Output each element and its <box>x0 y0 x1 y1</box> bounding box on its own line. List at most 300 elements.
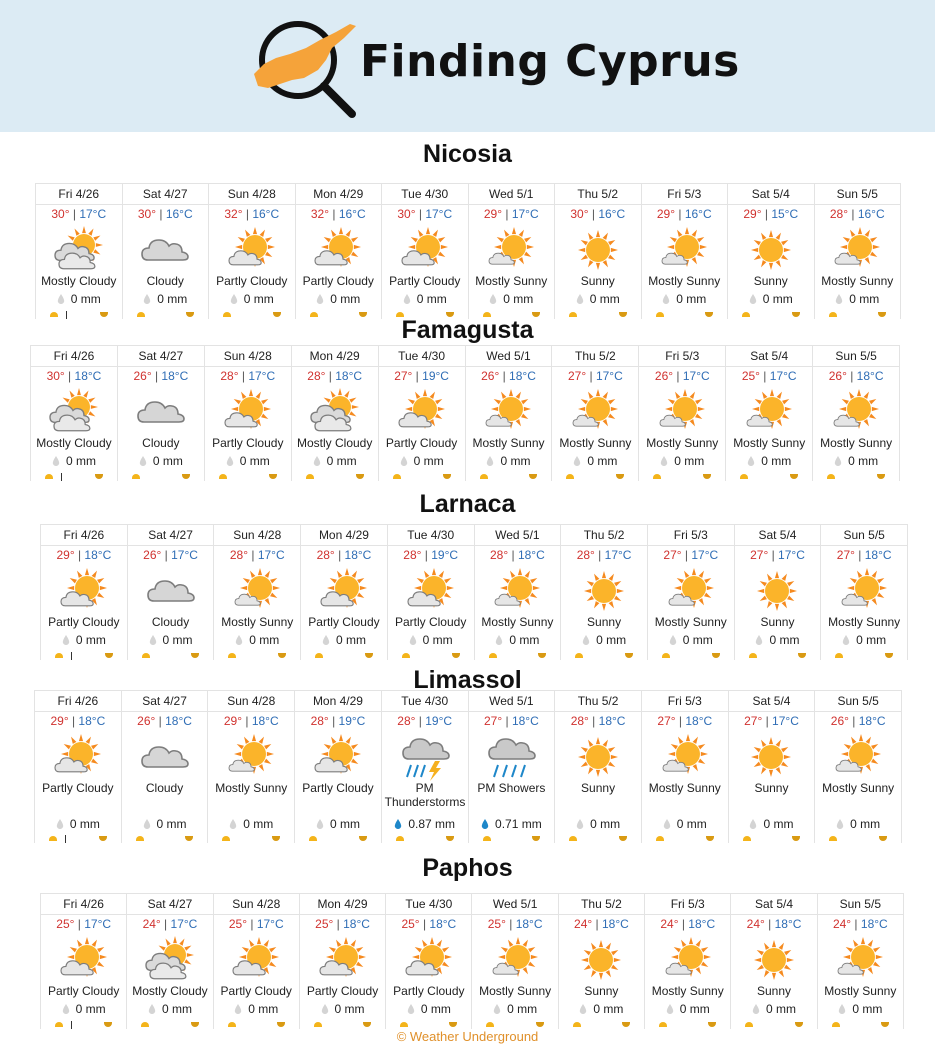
sunrise-sunset-marker <box>379 473 465 479</box>
precip-amount: 0 mm <box>589 292 620 306</box>
sunset-icon <box>625 653 633 658</box>
precip-amount: 0 mm <box>676 817 707 831</box>
mostly-sunny-icon <box>659 733 711 781</box>
forecast-day-tue-4-30[interactable] <box>379 346 466 481</box>
sunrise-icon <box>49 836 57 841</box>
precip-amount: 0 mm <box>674 454 705 468</box>
sunny-icon <box>572 733 624 781</box>
low-temp: 18°C <box>685 714 713 728</box>
low-temp: 16°C <box>165 207 193 221</box>
sunrise-sunset-marker <box>735 652 821 658</box>
temp-separator: | <box>74 548 85 562</box>
dry-drop-icon <box>669 635 677 645</box>
current-time-marker <box>65 835 66 843</box>
temperature-range <box>41 546 127 564</box>
condition-label: Mostly Sunny <box>221 615 294 629</box>
forecast-day-mon-4-29[interactable] <box>300 894 386 1029</box>
sunrise-icon <box>228 1022 236 1027</box>
forecast-day-fri-5-3[interactable] <box>639 346 726 481</box>
high-temp: 28° <box>403 548 422 562</box>
precip-amount: 0 mm <box>590 817 621 831</box>
day-label: Tue 4/30 <box>388 525 474 546</box>
temperature-range <box>205 367 291 385</box>
sunrise-icon <box>45 474 53 479</box>
sunrise-sunset-marker <box>731 1021 816 1027</box>
day-label: Thu 5/2 <box>552 346 638 367</box>
sunny-icon <box>751 567 803 615</box>
forecast-day-wed-5-1[interactable] <box>472 894 558 1029</box>
day-label: Mon 4/29 <box>295 691 381 712</box>
temp-separator: | <box>508 548 518 562</box>
temperature-range <box>379 367 465 385</box>
forecast-day-sun-5-5[interactable] <box>813 346 900 481</box>
forecast-day-tue-4-30[interactable] <box>388 525 475 660</box>
forecast-day-fri-4-26[interactable] <box>40 525 128 660</box>
day-label: Thu 5/2 <box>561 525 647 546</box>
forecast-day-fri-5-3[interactable] <box>645 894 731 1029</box>
low-temp: 17°C <box>691 548 719 562</box>
condition-label: Partly Cloudy <box>394 615 467 629</box>
forecast-grid-limassol <box>34 690 902 843</box>
forecast-day-thu-5-2[interactable] <box>555 691 642 843</box>
day-label: Fri 5/3 <box>648 525 734 546</box>
high-temp: 26° <box>481 369 500 383</box>
forecast-grid-famagusta <box>30 345 900 481</box>
day-label: Sun 5/5 <box>813 346 899 367</box>
temperature-range <box>729 712 815 730</box>
low-temp: 18°C <box>517 548 545 562</box>
condition-label: Mostly Sunny <box>479 984 552 998</box>
high-temp: 27° <box>663 548 682 562</box>
day-label: Thu 5/2 <box>559 894 644 915</box>
forecast-day-fri-4-26[interactable] <box>34 691 122 843</box>
forecast-day-sun-4-28[interactable] <box>214 894 300 1029</box>
day-label: Sat 4/27 <box>123 184 209 205</box>
high-temp: 27° <box>394 369 413 383</box>
dry-drop-icon <box>576 819 584 829</box>
sunrise-sunset-marker <box>214 1021 299 1027</box>
dry-drop-icon <box>749 819 757 829</box>
low-temp: 17°C <box>257 548 285 562</box>
temp-separator: | <box>848 207 858 221</box>
precipitation <box>818 1002 903 1016</box>
mostly-sunny-icon <box>231 567 283 615</box>
thunderstorm-icon <box>399 733 451 781</box>
dry-drop-icon <box>579 1004 587 1014</box>
dry-drop-icon <box>752 1004 760 1014</box>
high-temp: 25° <box>228 917 248 931</box>
sunset-icon <box>706 836 714 841</box>
low-temp: 18°C <box>509 369 536 383</box>
sunrise-sunset-marker <box>639 473 725 479</box>
high-temp: 24° <box>142 917 161 931</box>
forecast-day-fri-4-26[interactable] <box>35 184 123 319</box>
precip-amount: 0 mm <box>849 292 880 306</box>
forecast-day-sun-5-5[interactable] <box>818 894 904 1029</box>
low-temp: 18°C <box>343 917 370 931</box>
precipitation <box>475 633 561 647</box>
day-label: Fri 5/3 <box>639 346 725 367</box>
temp-separator: | <box>334 548 345 562</box>
precip-amount: 0 mm <box>500 454 531 468</box>
high-temp: 28° <box>397 714 416 728</box>
precip-amount: 0 mm <box>161 1002 192 1016</box>
precip-amount: 0 mm <box>769 633 800 647</box>
dry-drop-icon <box>842 635 850 645</box>
sunrise-sunset-marker <box>388 652 474 658</box>
city-title-limassol: Limassol <box>413 666 522 694</box>
temp-separator: | <box>759 369 770 383</box>
high-temp: 27° <box>483 714 503 728</box>
condition-label: Partly Cloudy <box>389 274 461 288</box>
temp-separator: | <box>238 369 249 383</box>
forecast-day-fri-4-26[interactable] <box>40 894 127 1029</box>
forecast-day-mon-4-29[interactable] <box>295 691 382 843</box>
sunrise-sunset-marker <box>472 1021 557 1027</box>
forecast-day-sat-4-27[interactable] <box>127 894 213 1029</box>
forecast-day-wed-5-1[interactable] <box>469 184 556 319</box>
temperature-range <box>815 205 901 223</box>
forecast-day-thu-5-2[interactable] <box>552 346 639 481</box>
high-temp: 32° <box>224 207 243 221</box>
day-label: Sat 5/4 <box>731 894 816 915</box>
day-label: Tue 4/30 <box>382 691 468 712</box>
forecast-day-mon-4-29[interactable] <box>301 525 388 660</box>
forecast-grid-paphos <box>40 893 904 1029</box>
precip-amount: 0 mm <box>243 292 274 306</box>
temperature-range <box>561 546 647 564</box>
sunny-icon <box>575 936 627 984</box>
forecast-day-tue-4-30[interactable] <box>382 184 469 319</box>
condition-label: Partly Cloudy <box>302 274 374 288</box>
precipitation <box>642 292 728 306</box>
temp-separator: | <box>673 369 683 383</box>
precipitation <box>466 454 552 468</box>
day-label: Fri 4/26 <box>41 894 126 915</box>
temp-separator: | <box>681 548 692 562</box>
temperature-range <box>214 915 299 933</box>
high-temp: 26° <box>828 369 847 383</box>
precipitation <box>639 454 725 468</box>
high-temp: 26° <box>143 548 162 562</box>
precipitation <box>209 292 295 306</box>
partly-cloudy-icon <box>396 388 448 436</box>
forecast-day-tue-4-30[interactable] <box>382 691 469 843</box>
condition-label: Cloudy <box>145 781 184 795</box>
sunrise-icon <box>573 1022 581 1027</box>
high-temp: 25° <box>401 917 420 931</box>
condition-label: Partly Cloudy <box>216 274 288 288</box>
forecast-day-sat-5-4[interactable] <box>728 184 815 319</box>
high-temp: 28° <box>316 548 335 562</box>
precipitation <box>292 454 378 468</box>
day-label: Wed 5/1 <box>469 184 555 205</box>
day-label: Sat 5/4 <box>728 184 814 205</box>
precipitation <box>205 454 291 468</box>
day-label: Fri 5/3 <box>642 184 728 205</box>
temperature-range <box>475 546 561 564</box>
low-temp: 17°C <box>170 917 198 931</box>
low-temp: 18°C <box>515 917 543 931</box>
temperature-range <box>35 712 121 730</box>
forecast-day-thu-5-2[interactable] <box>561 525 648 660</box>
temp-separator: | <box>846 369 857 383</box>
precipitation <box>469 817 555 831</box>
day-label: Wed 5/1 <box>466 346 552 367</box>
sunrise-sunset-marker <box>295 835 381 841</box>
forecast-day-fri-4-26[interactable] <box>30 346 118 481</box>
sunset-icon <box>881 1022 889 1027</box>
day-label: Sun 4/28 <box>209 184 295 205</box>
precip-amount: 0 mm <box>856 633 887 647</box>
sunrise-sunset-marker <box>386 1021 471 1027</box>
forecast-day-sat-5-4[interactable] <box>735 525 822 660</box>
precip-amount: 0 mm <box>152 454 183 468</box>
sunset-icon <box>619 836 627 841</box>
condition-label: Partly Cloudy <box>308 615 380 629</box>
partly-cloudy-icon <box>403 936 455 984</box>
condition-label: Partly Cloudy <box>47 984 120 998</box>
sunrise-icon <box>55 1022 63 1027</box>
temp-separator: | <box>761 207 772 221</box>
temperature-range <box>388 546 474 564</box>
forecast-day-sun-5-5[interactable] <box>821 525 908 660</box>
temp-separator: | <box>74 917 85 931</box>
forecast-day-fri-5-3[interactable] <box>648 525 735 660</box>
precipitation <box>472 1002 557 1016</box>
sunset-icon <box>182 474 190 479</box>
day-label: Fri 4/26 <box>41 525 127 546</box>
temperature-range <box>382 205 468 223</box>
sunrise-sunset-marker <box>642 835 728 841</box>
dry-drop-icon <box>143 294 151 304</box>
day-label: Tue 4/30 <box>379 346 465 367</box>
temperature-range <box>128 546 214 564</box>
low-temp: 17°C <box>425 207 453 221</box>
precip-amount: 0 mm <box>676 292 707 306</box>
forecast-day-tue-4-30[interactable] <box>386 894 472 1029</box>
precip-amount: 0 mm <box>239 454 270 468</box>
temperature-range <box>208 712 294 730</box>
precipitation <box>735 633 821 647</box>
precip-amount: 0 mm <box>75 1002 106 1016</box>
day-label: Sun 4/28 <box>214 894 299 915</box>
dry-drop-icon <box>493 1004 501 1014</box>
sunset-icon <box>538 653 546 658</box>
temp-separator: | <box>502 714 512 728</box>
low-temp: 16°C <box>684 207 712 221</box>
day-label: Sun 5/5 <box>818 894 903 915</box>
condition-label: Mostly Cloudy <box>132 984 208 998</box>
sunrise-sunset-marker <box>475 652 561 658</box>
dry-drop-icon <box>234 1004 242 1014</box>
sunset-icon <box>272 836 280 841</box>
forecast-day-sat-4-27[interactable] <box>122 691 209 843</box>
high-temp: 26° <box>137 714 156 728</box>
forecast-day-thu-5-2[interactable] <box>559 894 645 1029</box>
forecast-day-thu-5-2[interactable] <box>555 184 642 319</box>
forecast-day-sun-4-28[interactable] <box>209 184 296 319</box>
high-temp: 28° <box>307 369 326 383</box>
dry-drop-icon <box>409 635 417 645</box>
precip-amount: 0 mm <box>593 1002 624 1016</box>
day-label: Fri 4/26 <box>35 691 121 712</box>
forecast-day-sat-5-4[interactable] <box>729 691 816 843</box>
low-temp: 19°C <box>338 714 366 728</box>
sunset-icon <box>792 836 800 841</box>
low-temp: 18°C <box>856 369 884 383</box>
sunrise-icon <box>222 836 230 841</box>
sunrise-icon <box>489 653 497 658</box>
precipitation <box>728 292 814 306</box>
sunrise-sunset-marker <box>128 652 214 658</box>
day-label: Tue 4/30 <box>386 894 471 915</box>
sunset-icon <box>879 836 887 841</box>
temperature-range <box>818 915 903 933</box>
condition-label: Mostly Sunny <box>821 274 894 288</box>
sunrise-sunset-marker <box>469 835 555 841</box>
cloudy-icon <box>135 388 187 436</box>
precipitation <box>469 292 555 306</box>
low-temp: 18°C <box>860 917 888 931</box>
sunny-icon <box>745 733 797 781</box>
sunset-icon <box>359 836 367 841</box>
temperature-range <box>301 546 387 564</box>
low-temp: 18°C <box>344 548 372 562</box>
forecast-day-wed-5-1[interactable] <box>475 525 562 660</box>
precip-amount: 0 mm <box>65 454 96 468</box>
forecast-day-sun-4-28[interactable] <box>214 525 301 660</box>
forecast-day-fri-5-3[interactable] <box>642 184 729 319</box>
precip-amount: 0 mm <box>156 817 187 831</box>
day-label: Mon 4/29 <box>301 525 387 546</box>
dry-drop-icon <box>662 294 670 304</box>
low-temp: 19°C <box>422 369 449 383</box>
forecast-day-mon-4-29[interactable] <box>292 346 379 481</box>
precipitation <box>214 1002 299 1016</box>
sunny-icon <box>578 567 630 615</box>
forecast-day-sun-4-28[interactable] <box>208 691 295 843</box>
forecast-day-sat-5-4[interactable] <box>726 346 813 481</box>
cloudy-icon <box>139 226 191 274</box>
sunrise-sunset-marker <box>648 652 734 658</box>
temp-separator: | <box>675 714 686 728</box>
temperature-range <box>735 546 821 564</box>
sunrise-icon <box>569 836 577 841</box>
low-temp: 18°C <box>165 714 192 728</box>
forecast-day-sun-5-5[interactable] <box>815 691 902 843</box>
sunrise-icon <box>396 836 404 841</box>
sunrise-icon <box>832 1022 840 1027</box>
dry-drop-icon <box>230 294 238 304</box>
dry-drop-icon <box>838 1004 846 1014</box>
low-temp: 18°C <box>774 917 802 931</box>
low-temp: 18°C <box>78 714 106 728</box>
sunrise-sunset-marker <box>382 835 468 841</box>
precip-amount: 0 mm <box>416 292 447 306</box>
forecast-day-sat-4-27[interactable] <box>123 184 210 319</box>
precipitation <box>821 633 907 647</box>
condition-label: PM Showers <box>477 781 546 795</box>
sunrise-icon <box>662 653 670 658</box>
cyprus-magnifier-logo-icon <box>250 14 360 120</box>
temperature-range <box>122 712 208 730</box>
precipitation <box>726 454 812 468</box>
sunset-icon <box>885 653 893 658</box>
temp-separator: | <box>155 714 166 728</box>
high-temp: 28° <box>220 369 239 383</box>
sunrise-icon <box>653 474 661 479</box>
precip-amount: 0 mm <box>249 633 280 647</box>
forecast-day-sat-4-27[interactable] <box>118 346 205 481</box>
dry-drop-icon <box>495 635 503 645</box>
low-temp: 16°C <box>338 207 366 221</box>
forecast-day-sat-5-4[interactable] <box>731 894 817 1029</box>
condition-label: Partly Cloudy <box>48 615 120 629</box>
temperature-range <box>382 712 468 730</box>
precipitation <box>388 633 474 647</box>
sunset-icon <box>798 653 806 658</box>
precipitation <box>642 817 728 831</box>
dry-drop-icon <box>148 1004 156 1014</box>
partly-cloudy-icon <box>222 388 274 436</box>
temp-separator: | <box>854 548 865 562</box>
precipitation <box>386 1002 471 1016</box>
low-temp: 17°C <box>682 369 710 383</box>
forecast-day-wed-5-1[interactable] <box>466 346 553 481</box>
day-label: Sat 5/4 <box>729 691 815 712</box>
temperature-range <box>815 712 901 730</box>
temp-separator: | <box>592 917 602 931</box>
mostly-sunny-icon <box>489 936 541 984</box>
temperature-range <box>31 367 117 385</box>
temperature-range <box>821 546 907 564</box>
precip-amount: 0 mm <box>330 292 361 306</box>
day-label: Fri 4/26 <box>31 346 117 367</box>
high-temp: 28° <box>229 548 249 562</box>
condition-label: Mostly Sunny <box>824 984 897 998</box>
low-temp: 15°C <box>771 207 799 221</box>
sunrise-sunset-marker <box>645 1021 730 1027</box>
low-temp: 18°C <box>511 714 539 728</box>
temp-separator: | <box>419 917 430 931</box>
sunrise-icon <box>228 653 236 658</box>
forecast-day-mon-4-29[interactable] <box>296 184 383 319</box>
precip-amount: 0 mm <box>157 292 188 306</box>
temperature-range <box>386 915 471 933</box>
mostly-sunny-icon <box>830 388 882 436</box>
forecast-day-sun-5-5[interactable] <box>815 184 902 319</box>
high-temp: 28° <box>310 714 329 728</box>
high-temp: 27° <box>744 714 763 728</box>
temp-separator: | <box>68 714 79 728</box>
high-temp: 30° <box>46 369 65 383</box>
condition-label: Mostly Sunny <box>646 436 719 450</box>
precip-amount: 0 mm <box>852 1002 883 1016</box>
low-temp: 18°C <box>84 548 112 562</box>
mostly-sunny-icon <box>569 388 621 436</box>
forecast-day-fri-5-3[interactable] <box>642 691 729 843</box>
condition-label: Mostly Sunny <box>654 615 727 629</box>
forecast-day-sun-4-28[interactable] <box>205 346 292 481</box>
high-temp: 28° <box>570 714 589 728</box>
temperature-range <box>813 367 899 385</box>
sunrise-sunset-marker <box>300 1021 385 1027</box>
condition-label: Mostly Sunny <box>828 615 901 629</box>
forecast-day-sat-4-27[interactable] <box>128 525 215 660</box>
high-temp: 26° <box>133 369 152 383</box>
forecast-day-wed-5-1[interactable] <box>469 691 556 843</box>
